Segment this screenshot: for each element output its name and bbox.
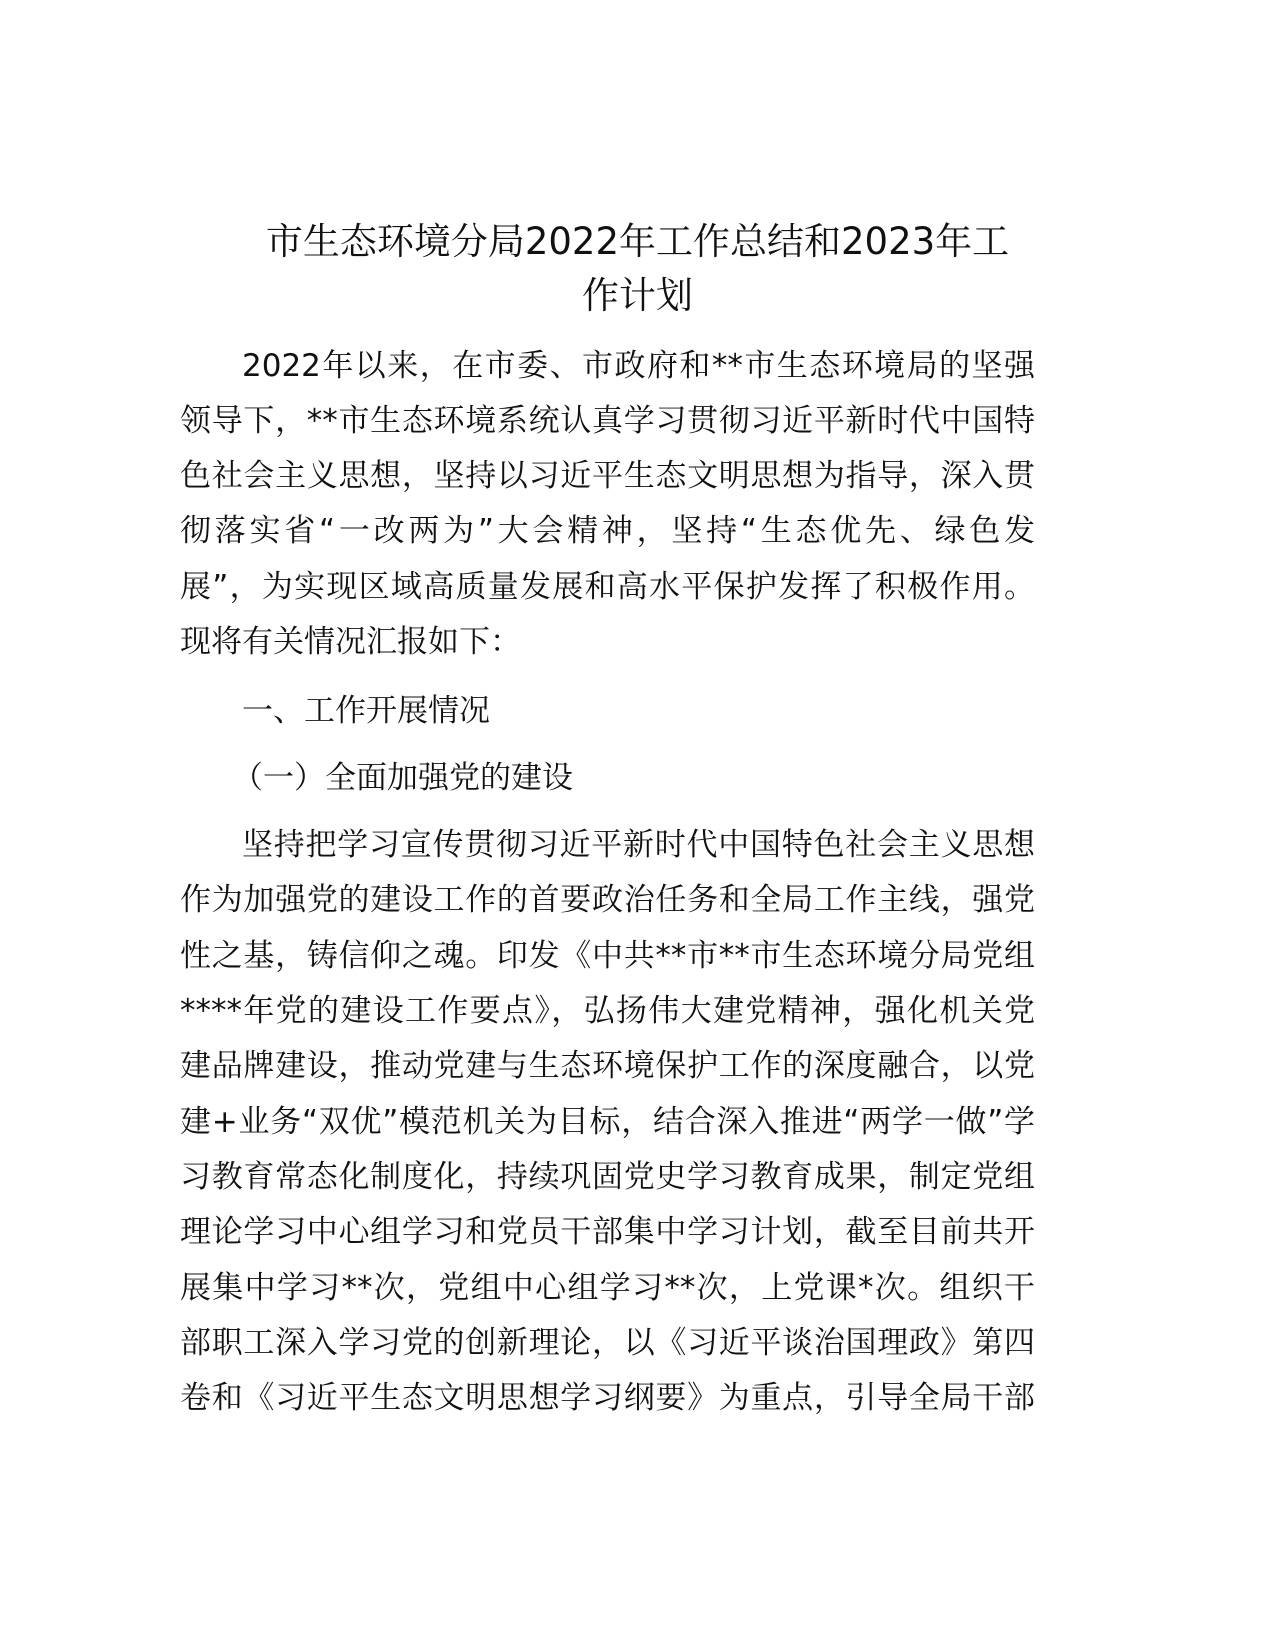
paragraph-line: 展”，为实现区域高质量发展和高水平保护发挥了积极作用。 (180, 569, 1035, 605)
document-title-line-1: 市生态环境分局2022年工作总结和2023年工 (265, 220, 1010, 263)
paragraph-line: 色社会主义思想，坚持以习近平生态文明思想为指导，深入贯 (180, 458, 1035, 494)
section-heading: 一、工作开展情况 (242, 693, 490, 729)
paragraph-line: 性之基，铸信仰之魂。印发《中共**市**市生态环境分局党组 (180, 938, 1035, 974)
document-title-line-2: 作计划 (582, 274, 693, 317)
paragraph-line: 习教育常态化制度化，持续巩固党史学习教育成果，制定党组 (180, 1159, 1035, 1195)
subsection-heading: （一）全面加强党的建设 (232, 760, 573, 796)
paragraph-line: 展集中学习**次，党组中心组学习**次，上党课*次。组织干 (180, 1270, 1035, 1306)
paragraph-line: 领导下，**市生态环境系统认真学习贯彻习近平新时代中国特 (180, 403, 1035, 439)
paragraph-line: 作为加强党的建设工作的首要政治任务和全局工作主线，强党 (180, 882, 1035, 918)
paragraph-line: 2022年以来，在市委、市政府和**市生态环境局的坚强 (242, 348, 1035, 384)
paragraph-line: 彻落实省“一改两为”大会精神，坚持“生态优先、绿色发 (180, 513, 1035, 549)
paragraph-line: 建品牌建设，推动党建与生态环境保护工作的深度融合，以党 (180, 1048, 1035, 1084)
paragraph-line: ****年党的建设工作要点》，弘扬伟大建党精神，强化机关党 (180, 993, 1035, 1029)
paragraph-line: 卷和《习近平生态文明思想学习纲要》为重点，引导全局干部 (180, 1380, 1035, 1416)
paragraph-line: 坚持把学习宣传贯彻习近平新时代中国特色社会主义思想 (242, 827, 1035, 863)
paragraph-line: 建+业务“双优”模范机关为目标，结合深入推进“两学一做”学 (180, 1104, 1035, 1140)
paragraph-line: 理论学习中心组学习和党员干部集中学习计划，截至目前共开 (180, 1214, 1035, 1250)
paragraph-line: 现将有关情况汇报如下： (180, 624, 521, 660)
paragraph-line: 部职工深入学习党的创新理论，以《习近平谈治国理政》第四 (180, 1325, 1035, 1361)
